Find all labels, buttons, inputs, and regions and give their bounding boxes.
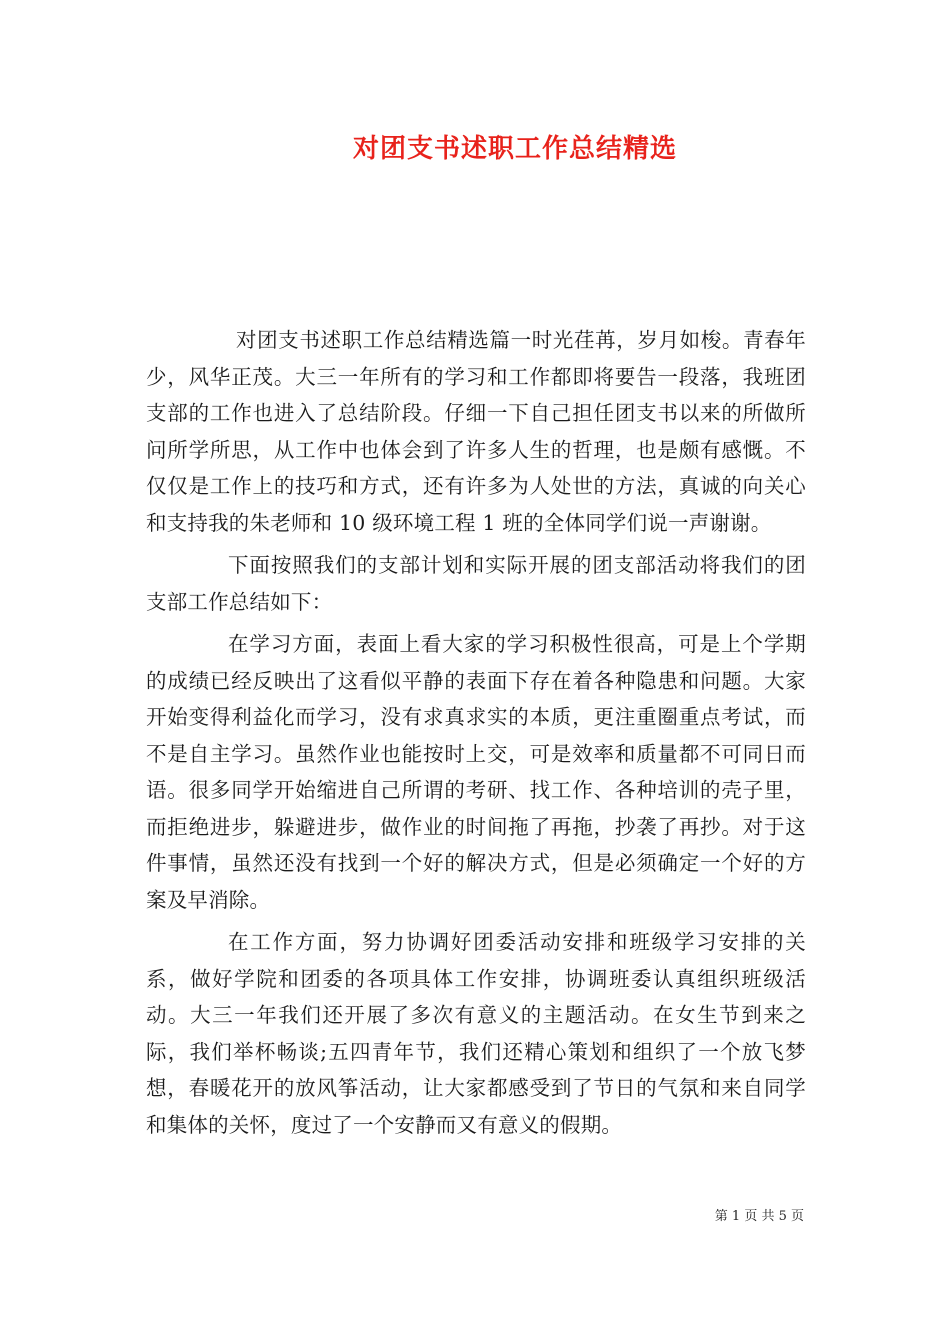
paragraph-overview: 下面按照我们的支部计划和实际开展的团支部活动将我们的团支部工作总结如下： <box>146 553 806 614</box>
page-number: 第 1 页 共 5 页 <box>714 1209 804 1224</box>
document-body <box>146 322 806 1149</box>
paragraph-study: 在学习方面，表面上看大家的学习积极性很高，可是上个学期的成绩已经反映出了这看似平静的表面下存在着各种隐患和问题。大家开始变得利益化而学习，没有求真求实的本质，更注重圈重点考试，而不是自主学习。虽然作业也能按时上交，可是效率和质量都不可同日而语。很多同学开始缩进自己所谓的考研、找工作、各种培训的壳子里，而拒绝进步，躲避进步，做作业的时间拖了再拖，抄袭了再抄。对于这件事情，虽然还没有找到一个好的解决方式，但是必须确定一个好的方案及早消除。 <box>146 632 806 912</box>
paragraph-work: 在工作方面，努力协调好团委活动安排和班级学习安排的关系，做好学院和团委的各项具体工作安排，协调班委认真组织班级活动。大三一年我们还开展了多次有意义的主题活动。在女生节到来之际，我们举杯畅谈;五四青年节，我们还精心策划和组织了一个放飞梦想，春暖花开的放风筝活动，让大家都感受到了节日的气氛和来自同学和集体的关怀，度过了一个安静而又有意义的假期。 <box>146 930 806 1137</box>
paragraph-intro: 对团支书述职工作总结精选篇一时光荏苒，岁月如梭。青春年少，风华正茂。大三一年所有的学习和工作都即将要告一段落，我班团支部的工作也进入了总结阶段。仔细一下自己担任团支书以来的所做所问所学所思，从工作中也体会到了许多人生的哲理，也是颇有感慨。不仅仅是工作上的技巧和方式，还有许多为人处世的方法，真诚的向关心和支持我的朱老师和 10 级环境工程 1 班的全体同学们说一声谢谢。 <box>146 328 806 535</box>
document-title: 对团支书述职工作总结精选 <box>352 134 677 164</box>
